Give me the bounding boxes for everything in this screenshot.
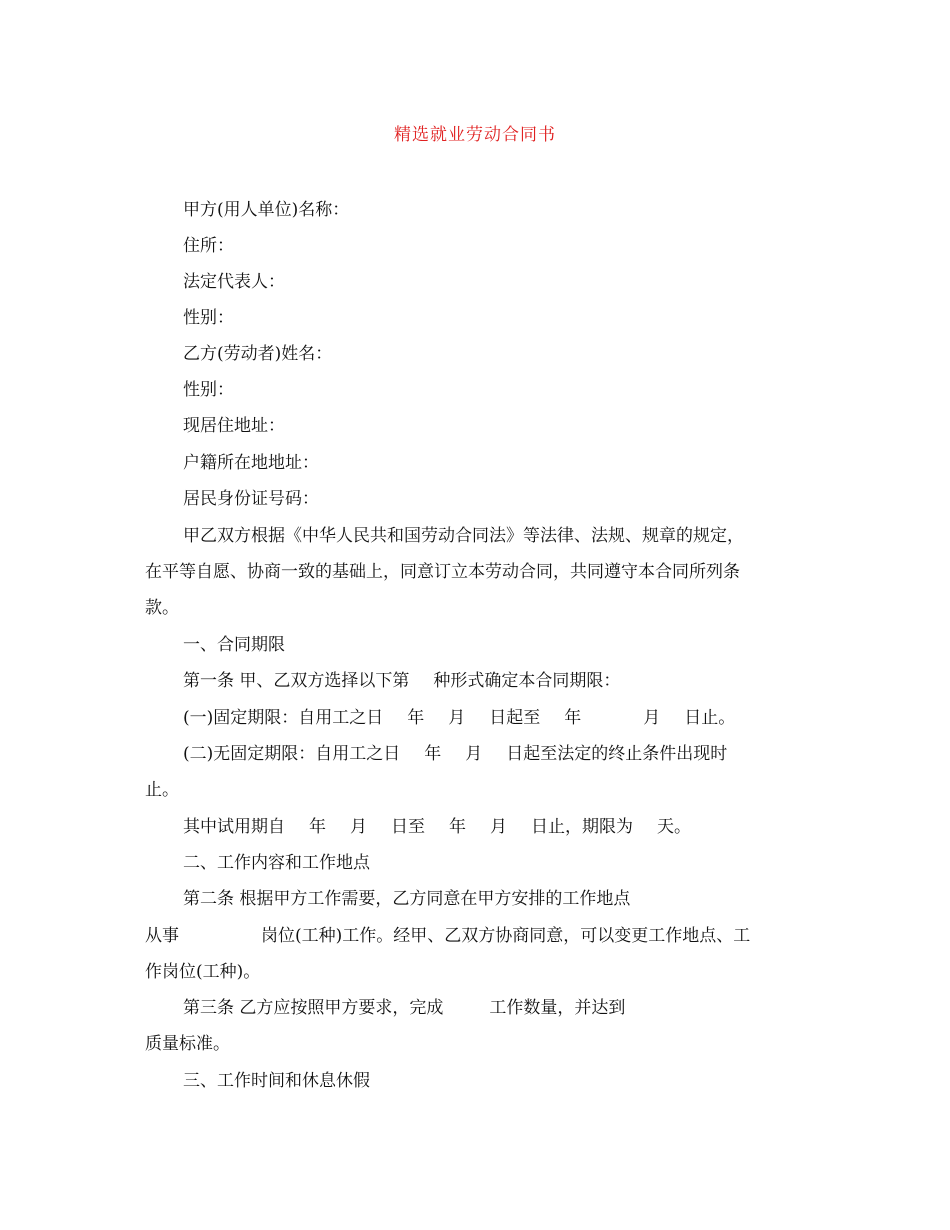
fixed-end-month-label: 月 <box>643 708 661 728</box>
party-a-gender-field: 性别： <box>183 308 234 328</box>
open-month-label: 月 <box>465 744 483 764</box>
article-3-line-1 <box>183 995 625 1021</box>
section-3-heading: 三、工作时间和休息休假 <box>183 1071 370 1091</box>
fixed-term-text: (一)固定期限：自用工之日 <box>183 708 384 728</box>
section-2-heading: 二、工作内容和工作地点 <box>183 853 370 873</box>
legal-representative-field: 法定代表人： <box>183 272 285 292</box>
probation-clause <box>183 814 691 840</box>
open-year-label: 年 <box>424 744 442 764</box>
open-term-clause <box>183 741 727 767</box>
fixed-day-from-label: 日起至 <box>489 708 541 728</box>
fixed-end-day-label: 日止。 <box>684 708 736 728</box>
article-2-line-1: 第二条 根据甲方工作需要，乙方同意在甲方安排的工作地点 <box>183 889 631 909</box>
article-3-text-b: 工作数量，并达到 <box>489 998 626 1018</box>
party-b-gender-field: 性别： <box>183 380 234 400</box>
probation-end-day-label: 日止，期限为 <box>531 817 633 837</box>
article-1-text-a: 第一条 甲、乙双方选择以下第 <box>183 671 410 691</box>
party-b-name-field: 乙方(劳动者)姓名： <box>183 344 333 364</box>
preamble-line-1: 甲乙双方根据《中华人民共和国劳动合同法》等法律、法规、规章的规定， <box>183 526 744 546</box>
article-2-text-b: 岗位(工种)工作。经甲、乙双方协商同意，可以变更工作地点、工 <box>261 926 751 946</box>
open-term-text: (二)无固定期限：自用工之日 <box>183 744 401 764</box>
article-3-text-a: 第三条 乙方应按照甲方要求，完成 <box>183 998 444 1018</box>
article-2-line-3: 作岗位(工种)。 <box>145 962 261 982</box>
section-1-heading: 一、合同期限 <box>183 635 285 655</box>
probation-end-year-label: 年 <box>449 817 466 837</box>
address-field: 住所： <box>183 236 234 256</box>
article-3-line-2: 质量标准。 <box>145 1034 230 1054</box>
party-a-name-field: 甲方(用人单位)名称： <box>183 200 350 220</box>
current-address-field: 现居住地址： <box>183 416 285 436</box>
preamble-line-2: 在平等自愿、协商一致的基础上，同意订立本劳动合同，共同遵守本合同所列条 <box>145 562 740 582</box>
article-1-text-b: 种形式确定本合同期限： <box>433 671 621 691</box>
fixed-month-label: 月 <box>448 708 466 728</box>
document-title: 精选就业劳动合同书 <box>394 125 556 145</box>
fixed-end-year-label: 年 <box>564 708 582 728</box>
article-2-text-a: 从事 <box>145 926 179 946</box>
fixed-year-label: 年 <box>407 708 425 728</box>
preamble-line-3: 款。 <box>145 598 179 618</box>
article-1 <box>183 668 620 694</box>
probation-year-label: 年 <box>309 817 326 837</box>
probation-text: 其中试用期自 <box>183 817 285 837</box>
household-address-field: 户籍所在地地址： <box>183 453 319 473</box>
open-term-clause-end: 止。 <box>145 780 179 800</box>
probation-days-label: 天。 <box>657 817 691 837</box>
id-number-field: 居民身份证号码： <box>183 489 319 509</box>
open-day-label: 日起至法定的终止条件出现时 <box>506 744 728 764</box>
article-2-line-2 <box>145 923 750 949</box>
probation-day-label: 日至 <box>391 817 425 837</box>
fixed-term-clause <box>183 705 735 731</box>
probation-month-label: 月 <box>350 817 367 837</box>
probation-end-month-label: 月 <box>490 817 507 837</box>
